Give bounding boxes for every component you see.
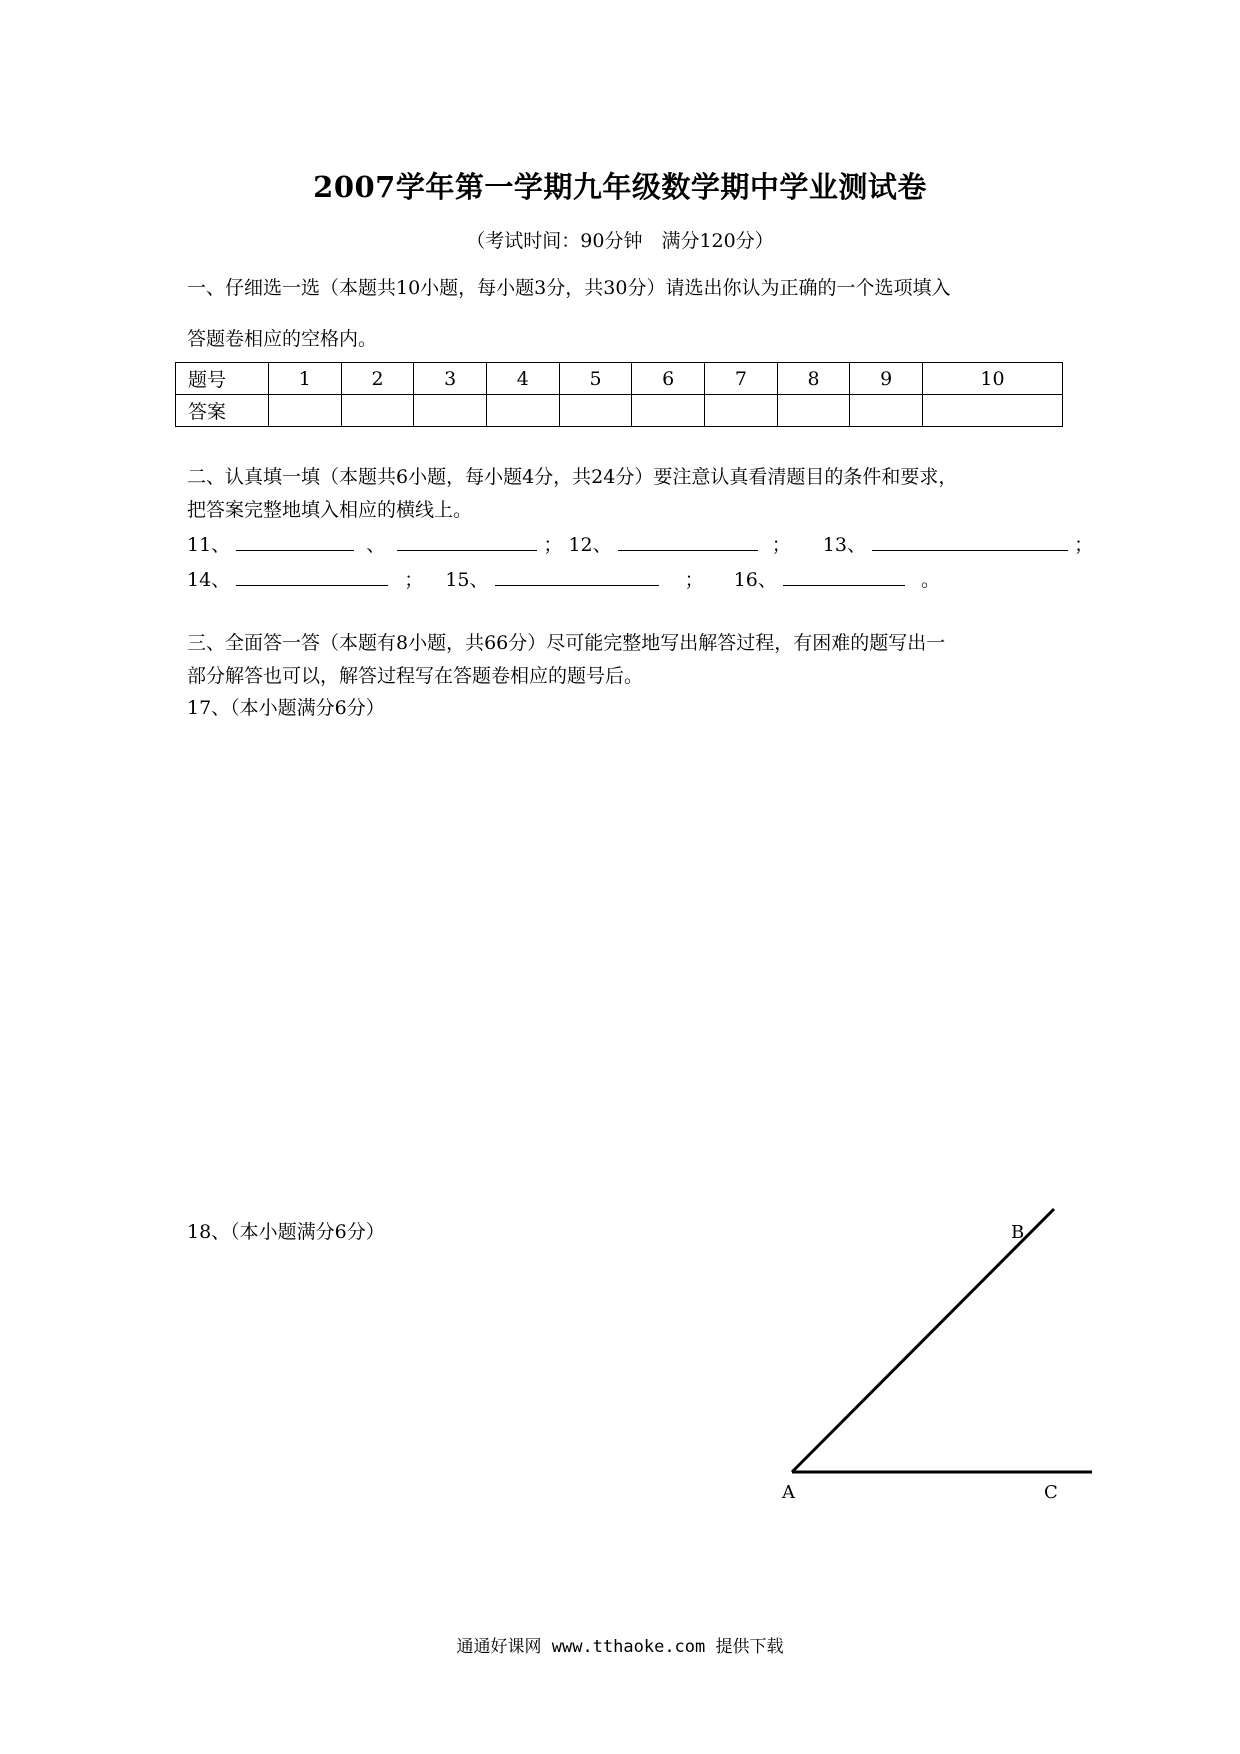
table-cell-number: 2 (341, 363, 414, 395)
ray-ab (792, 1209, 1054, 1472)
table-cell-number: 9 (850, 363, 923, 395)
exam-title: 2007学年第一学期九年级数学期中学业测试卷 (313, 170, 927, 204)
point-a-label: A (782, 1482, 795, 1503)
section1-instruction-line2: 答题卷相应的空格内。 (187, 328, 378, 350)
q12-label: 12、 (568, 534, 612, 556)
table-cell-number: 6 (632, 363, 705, 395)
table-cell-number: 4 (487, 363, 560, 395)
section3-instruction-line1: 三、全面答一答（本题有8小题，共66分）尽可能完整地写出解答过程，有困难的题写出一 (187, 632, 946, 654)
question-17: 17、（本小题满分6分） (187, 697, 385, 719)
table-header-question-number: 题号 (176, 363, 269, 395)
section2-instruction-line2: 把答案完整地填入相应的横线上。 (187, 499, 473, 521)
separator: ； (543, 534, 563, 556)
separator: ； (771, 534, 791, 556)
question-18: 18、（本小题满分6分） (187, 1221, 385, 1243)
separator: ； (404, 569, 424, 591)
table-cell-number: 5 (559, 363, 632, 395)
q14-label: 14、 (187, 569, 231, 591)
table-cell-number: 10 (923, 363, 1063, 395)
point-c-label: C (1044, 1482, 1058, 1503)
table-cell-number: 3 (414, 363, 487, 395)
q15-label: 15、 (445, 569, 489, 591)
q16-label: 16、 (733, 569, 777, 591)
table-cell-number: 8 (777, 363, 850, 395)
section2-instruction-line1: 二、认真填一填（本题共6小题，每小题4分，共24分）要注意认真看清题目的条件和要求， (187, 466, 958, 488)
q11-label: 11、 (187, 534, 231, 556)
q13-label: 13、 (822, 534, 866, 556)
table-cell-number: 7 (705, 363, 778, 395)
table-cell-number: 1 (269, 363, 342, 395)
end-mark: 。 (920, 569, 940, 591)
footer-source: 通通好课网 www.tthaoke.com 提供下载 (456, 1637, 784, 1657)
table-header-answer: 答案 (176, 395, 269, 427)
separator: 、 (366, 534, 386, 556)
exam-subtitle: （考试时间：90分钟 满分120分） (466, 230, 774, 252)
separator: ； (1074, 534, 1094, 556)
section1-instruction-line1: 一、仔细选一选（本题共10小题，每小题3分，共30分）请选出你认为正确的一个选项填入 (187, 277, 951, 299)
section3-instruction-line2: 部分解答也可以，解答过程写在答题卷相应的题号后。 (187, 665, 644, 687)
separator: ； (684, 569, 704, 591)
point-b-label: B (1011, 1222, 1025, 1243)
